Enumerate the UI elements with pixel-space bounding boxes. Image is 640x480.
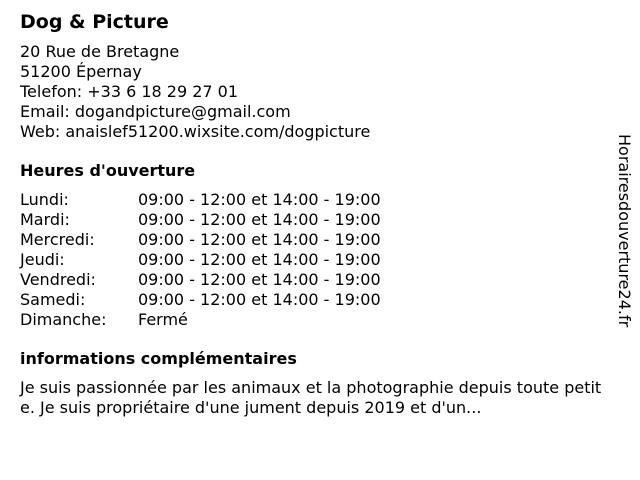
hours-day: Mercredi:	[20, 230, 95, 249]
address-street: 20 Rue de Bretagne	[20, 42, 180, 61]
contact-block	[20, 42, 610, 142]
website-url: Web: anaislef51200.wixsite.com/dogpicture	[20, 122, 371, 141]
additional-info-heading: informations complémentaires	[20, 349, 297, 368]
opening-hours-heading: Heures d'ouverture	[20, 161, 196, 180]
address-city: 51200 Épernay	[20, 62, 142, 81]
opening-hours-table	[20, 190, 610, 330]
hours-time: 09:00 - 12:00 et 14:00 - 19:00	[138, 290, 381, 309]
additional-info-text: Je suis passionnée par les animaux et la photographie depuis toute petite. Je suis propriétaire d'une jument depuis 2019 et d'un...	[20, 378, 602, 417]
hours-row	[20, 310, 610, 330]
hours-day: Vendredi:	[20, 270, 96, 289]
hours-day: Dimanche:	[20, 310, 107, 329]
email-address: Email: dogandpicture@gmail.com	[20, 102, 291, 121]
hours-time: Fermé	[138, 310, 188, 329]
hours-day: Lundi:	[20, 190, 69, 209]
hours-row	[20, 270, 610, 290]
hours-row	[20, 190, 610, 210]
hours-time: 09:00 - 12:00 et 14:00 - 19:00	[138, 250, 381, 269]
hours-time: 09:00 - 12:00 et 14:00 - 19:00	[138, 270, 381, 289]
hours-time: 09:00 - 12:00 et 14:00 - 19:00	[138, 190, 381, 209]
business-name: Dog & Picture	[20, 11, 169, 33]
site-watermark: Horairesdouverture24.fr	[615, 134, 634, 328]
phone-number: Telefon: +33 6 18 29 27 01	[20, 82, 239, 101]
hours-day: Mardi:	[20, 210, 70, 229]
hours-row	[20, 250, 610, 270]
hours-row	[20, 230, 610, 250]
hours-row	[20, 290, 610, 310]
hours-day: Jeudi:	[20, 250, 65, 269]
hours-row	[20, 210, 610, 230]
business-card	[20, 10, 610, 418]
hours-day: Samedi:	[20, 290, 86, 309]
hours-time: 09:00 - 12:00 et 14:00 - 19:00	[138, 230, 381, 249]
hours-time: 09:00 - 12:00 et 14:00 - 19:00	[138, 210, 381, 229]
